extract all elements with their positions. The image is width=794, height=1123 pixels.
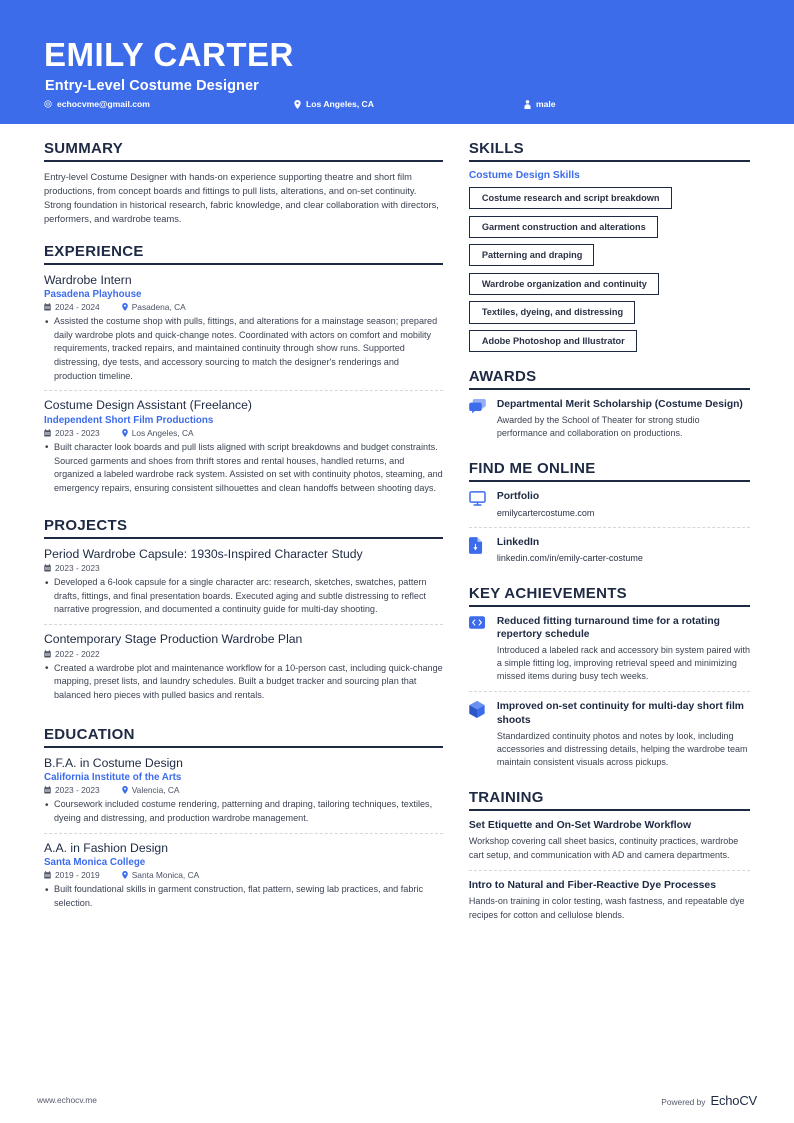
candidate-job-title: Entry-Level Costume Designer bbox=[45, 78, 259, 94]
entry-location-value: Pasadena, CA bbox=[131, 302, 186, 313]
entry-meta bbox=[44, 563, 443, 573]
online-link-item[interactable] bbox=[469, 527, 750, 573]
entry-bullets bbox=[44, 315, 443, 383]
contact-gender bbox=[524, 99, 724, 109]
entry-meta bbox=[44, 428, 443, 438]
entry-dates bbox=[44, 785, 100, 795]
achievement-body bbox=[497, 700, 750, 768]
achievement-description: Introduced a labeled rack and accessory bin system paired with a simple fitting log, improving retrieval speed and minimizing missed items during busy tech weeks. bbox=[496, 645, 750, 682]
training-title: Intro to Natural and Fiber-Reactive Dye Processes bbox=[468, 879, 716, 891]
section-skills bbox=[469, 140, 750, 352]
entry-bullets bbox=[44, 883, 443, 910]
skill-chip: Wardrobe organization and continuity bbox=[469, 273, 659, 295]
entry-location bbox=[122, 428, 194, 438]
location-pin-icon bbox=[122, 786, 128, 794]
summary-text: Entry-level Costume Designer with hands-on experience supporting theatre and short film productions, from concept boards and fittings to pull lists, alterations, and on-set continuity. Strong foundation in historical research, fabric knowledge, and clear collaboration with directors, performers, and wardrobe teams. bbox=[44, 172, 439, 225]
entry-dates bbox=[44, 302, 100, 312]
entry-role: Period Wardrobe Capsule: 1930s-Inspired Character Study bbox=[44, 546, 363, 561]
contact-email[interactable] bbox=[44, 99, 294, 109]
online-link-url[interactable]: linkedin.com/in/emily-carter-costume bbox=[496, 553, 643, 564]
entry-location-value: Santa Monica, CA bbox=[131, 870, 200, 881]
skill-chip-list bbox=[469, 187, 750, 352]
section-title-find-me-online: FIND ME ONLINE bbox=[469, 460, 750, 482]
training-title: Set Etiquette and On-Set Wardrobe Workflow bbox=[468, 819, 692, 831]
skill-chip: Textiles, dyeing, and distressing bbox=[469, 301, 635, 323]
experience-entry bbox=[44, 273, 443, 391]
email-icon bbox=[44, 100, 52, 108]
entry-location-value: Valencia, CA bbox=[131, 785, 180, 796]
education-entry bbox=[44, 756, 443, 833]
training-description: Hands-on training in color testing, wash fastness, and repeatable dye recipes for cotton and cellulose blends. bbox=[468, 896, 745, 920]
achievement-title: Reduced fitting turnaround time for a rotating repertory schedule bbox=[496, 615, 720, 641]
section-title-awards: AWARDS bbox=[469, 368, 750, 390]
contact-email-value: echocvme@gmail.com bbox=[57, 99, 150, 109]
online-link-label: Portfolio bbox=[496, 491, 540, 503]
training-description: Workshop covering call sheet basics, continuity practices, wardrobe cart setup, and communication with AD and camera departments. bbox=[468, 836, 739, 860]
candidate-name: EMILY CARTER bbox=[44, 36, 294, 73]
entry-dates-value: 2023 - 2023 bbox=[55, 563, 100, 574]
skill-chip: Costume research and script breakdown bbox=[469, 187, 672, 209]
section-title-key-achievements: KEY ACHIEVEMENTS bbox=[469, 585, 750, 607]
entry-organization: Pasadena Playhouse bbox=[44, 289, 142, 301]
section-education bbox=[44, 726, 443, 918]
entry-dates-value: 2023 - 2023 bbox=[55, 785, 100, 796]
project-entry bbox=[44, 624, 443, 710]
calendar-icon bbox=[44, 564, 51, 572]
monitor-icon bbox=[469, 490, 487, 519]
award-description: Awarded by the School of Theater for strong studio performance and collaboration on productions. bbox=[496, 415, 700, 439]
bullet-item: • Assisted the costume shop with pulls, fittings, and alterations for a mainstage season; prepared daily wardrobe plots and quick-change notes. Coordinated with actors on comfort and mobility requirements, tracked repairs, and maintained continuity through show runs. Supported distressing, dye tests, and accessory sourcing to match the designer's renderings and production timeline. bbox=[44, 315, 443, 383]
entry-role: B.F.A. in Costume Design bbox=[44, 755, 183, 770]
entry-dates-value: 2019 - 2019 bbox=[55, 870, 100, 881]
achievement-item bbox=[469, 615, 750, 691]
entry-location bbox=[122, 870, 200, 880]
entry-location bbox=[122, 785, 180, 795]
entry-dates-value: 2022 - 2022 bbox=[55, 648, 100, 659]
skills-group-title: Costume Design Skills bbox=[468, 170, 580, 181]
entry-dates-value: 2023 - 2023 bbox=[55, 427, 100, 438]
section-training bbox=[469, 789, 750, 930]
entry-location bbox=[122, 302, 186, 312]
entry-dates bbox=[44, 563, 100, 573]
entry-dates bbox=[44, 649, 100, 659]
footer-branding bbox=[661, 1093, 757, 1108]
project-entry bbox=[44, 547, 443, 625]
bullet-item: • Built foundational skills in garment construction, flat pattern, sewing lab practices, and fabric selection. bbox=[44, 883, 443, 910]
location-pin-icon bbox=[294, 100, 301, 109]
online-link-body bbox=[497, 536, 750, 565]
code-brackets-icon bbox=[469, 615, 487, 683]
location-pin-icon bbox=[122, 871, 128, 879]
section-title-summary: SUMMARY bbox=[44, 140, 443, 162]
online-link-label: LinkedIn bbox=[496, 537, 540, 549]
bullet-item: • Built character look boards and pull lists aligned with script breakdowns and budget constraints. Sourced garments and shoes from thrift stores and rental houses, handled returns, and organized a labeled wardrobe rack system. Assisted on set with continuity photos, steaming, and emergency repairs, ensuring consistent silhouettes and clean handoffs between shooting days. bbox=[44, 441, 443, 496]
entry-organization: Independent Short Film Productions bbox=[44, 414, 214, 426]
entry-organization: California Institute of the Arts bbox=[44, 772, 182, 784]
section-summary bbox=[44, 140, 443, 227]
skill-chip: Adobe Photoshop and Illustrator bbox=[469, 330, 637, 352]
resume-footer bbox=[0, 1077, 794, 1123]
calendar-icon bbox=[44, 303, 51, 311]
calendar-icon bbox=[44, 650, 51, 658]
entry-bullets bbox=[44, 441, 443, 496]
section-title-projects: PROJECTS bbox=[44, 517, 443, 539]
section-awards bbox=[469, 368, 750, 448]
resume-body bbox=[0, 124, 794, 930]
online-link-item[interactable] bbox=[469, 490, 750, 527]
comments-icon bbox=[469, 398, 487, 440]
footer-powered-by-label: Powered by bbox=[661, 1096, 706, 1107]
education-entry bbox=[44, 833, 443, 918]
calendar-icon bbox=[44, 871, 51, 879]
location-pin-icon bbox=[122, 303, 128, 311]
online-link-url[interactable]: emilycartercostume.com bbox=[496, 507, 595, 518]
bullet-item: • Created a wardrobe plot and maintenance workflow for a 10-person cast, including quick-change mapping, preset lists, and laundry schedules. Built a budget tracker and sourcing plan that balanced hero pieces with pulled basics and rentals. bbox=[44, 662, 443, 703]
resume-header bbox=[0, 0, 794, 124]
section-title-skills: SKILLS bbox=[469, 140, 750, 162]
section-projects bbox=[44, 517, 443, 710]
entry-role: Wardrobe Intern bbox=[44, 272, 132, 287]
location-pin-icon bbox=[122, 429, 128, 437]
footer-brand-name: EchoCV bbox=[710, 1092, 757, 1108]
entry-dates bbox=[44, 870, 100, 880]
award-item bbox=[469, 398, 750, 448]
contact-location bbox=[294, 99, 524, 109]
skill-chip: Patterning and draping bbox=[469, 244, 595, 266]
entry-meta bbox=[44, 870, 443, 880]
entry-dates-value: 2024 - 2024 bbox=[55, 302, 100, 313]
training-item bbox=[469, 870, 750, 930]
section-find-me-online bbox=[469, 460, 750, 573]
entry-role: Contemporary Stage Production Wardrobe Plan bbox=[44, 632, 303, 647]
achievement-item bbox=[469, 691, 750, 776]
cube-icon bbox=[469, 700, 487, 768]
file-icon bbox=[469, 536, 487, 565]
experience-entry bbox=[44, 390, 443, 502]
section-key-achievements bbox=[469, 585, 750, 777]
left-column bbox=[44, 124, 443, 930]
entry-role: A.A. in Fashion Design bbox=[44, 840, 168, 855]
bullet-item: • Developed a 6-look capsule for a single character arc: research, sketches, swatches, pattern drafts, fittings, and final presentation boards. Executed aging and subtle distressing to reflect narrative progression, and documented a continuity guide for multi-day shooting. bbox=[44, 576, 443, 617]
training-item bbox=[469, 819, 750, 870]
contact-location-value: Los Angeles, CA bbox=[306, 99, 374, 109]
entry-meta bbox=[44, 785, 443, 795]
right-column bbox=[469, 124, 750, 930]
footer-url[interactable]: www.echocv.me bbox=[37, 1095, 97, 1105]
entry-dates bbox=[44, 428, 100, 438]
entry-bullets bbox=[44, 662, 443, 703]
section-title-experience: EXPERIENCE bbox=[44, 243, 443, 265]
achievement-description: Standardized continuity photos and notes by look, including accessories and distressing details, helping the wardrobe team maintain consistent visuals across pickups. bbox=[496, 730, 748, 767]
person-icon bbox=[524, 100, 531, 109]
section-title-education: EDUCATION bbox=[44, 726, 443, 748]
award-title: Departmental Merit Scholarship (Costume Design) bbox=[496, 399, 743, 411]
entry-role: Costume Design Assistant (Freelance) bbox=[44, 398, 252, 413]
bullet-item: • Coursework included costume rendering, patterning and draping, tailoring techniques, textiles, dyeing and distressing, and production wardrobe management. bbox=[44, 798, 443, 825]
achievement-body bbox=[497, 615, 750, 683]
calendar-icon bbox=[44, 786, 51, 794]
contact-row bbox=[44, 99, 750, 109]
entry-meta bbox=[44, 649, 443, 659]
entry-location-value: Los Angeles, CA bbox=[131, 427, 194, 438]
section-title-training: TRAINING bbox=[469, 789, 750, 811]
entry-bullets bbox=[44, 576, 443, 617]
skill-chip: Garment construction and alterations bbox=[469, 216, 658, 238]
achievement-title: Improved on-set continuity for multi-day short film shoots bbox=[496, 701, 744, 726]
contact-gender-value: male bbox=[536, 99, 556, 109]
entry-meta bbox=[44, 302, 443, 312]
entry-bullets bbox=[44, 798, 443, 825]
online-link-body bbox=[497, 490, 750, 519]
calendar-icon bbox=[44, 429, 51, 437]
award-body bbox=[497, 398, 750, 440]
entry-organization: Santa Monica College bbox=[44, 857, 146, 869]
section-experience bbox=[44, 243, 443, 503]
